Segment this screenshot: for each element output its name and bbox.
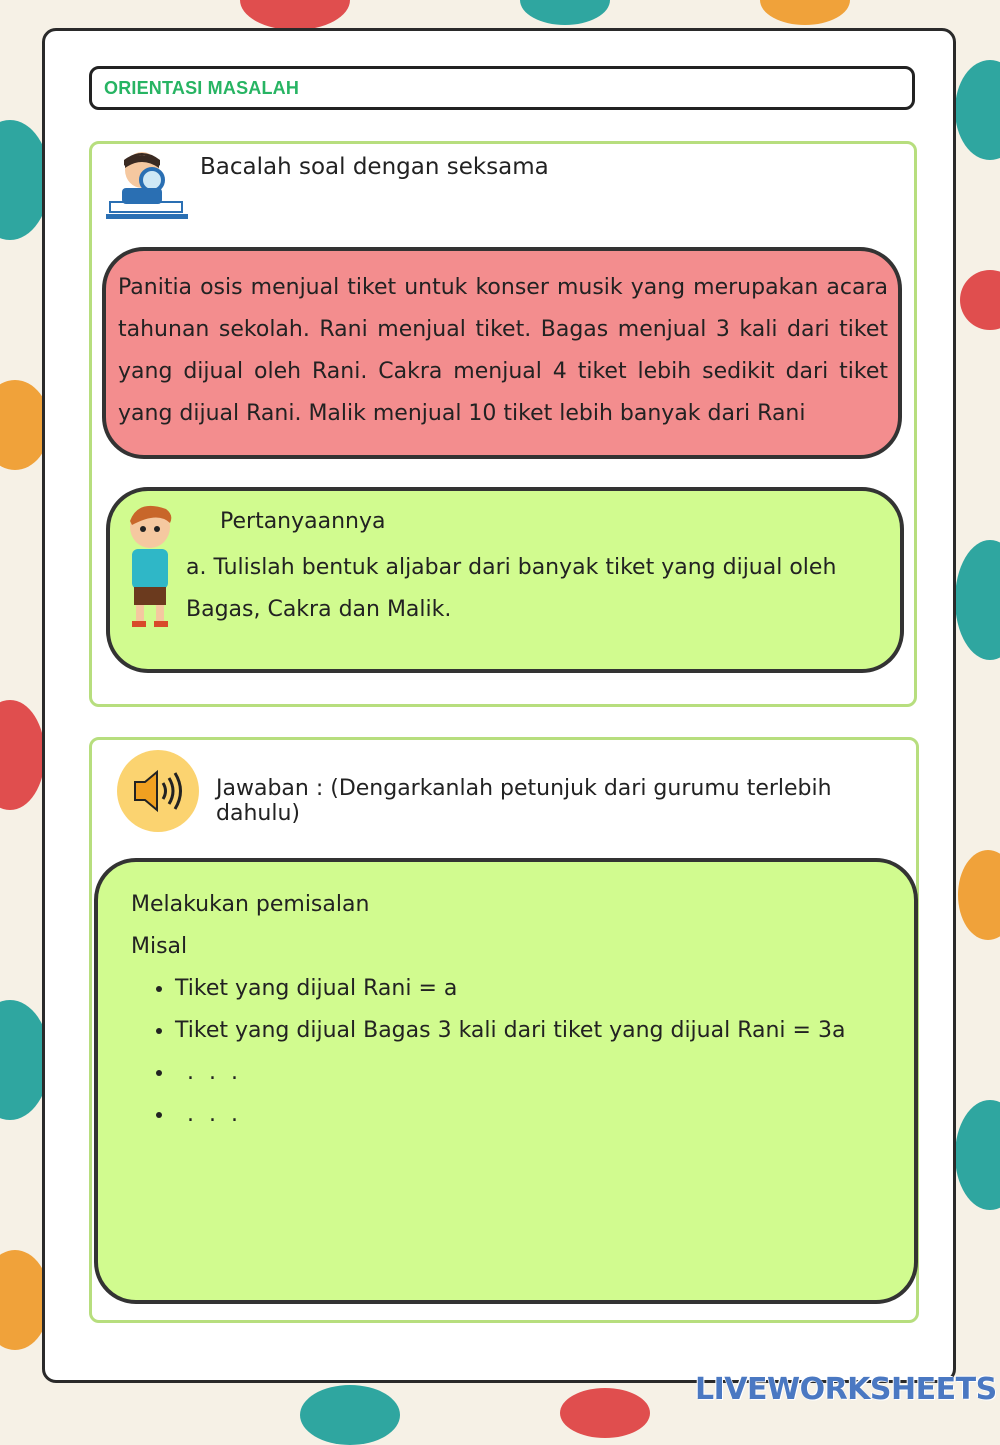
story-box	[102, 247, 902, 459]
speaker-icon	[131, 768, 187, 814]
header-bar	[89, 66, 915, 110]
answer-item: • Tiket yang dijual Bagas 3 kali dari tiket yang dijual Rani = 3a	[175, 1010, 914, 1052]
audio-play-button[interactable]	[117, 750, 199, 832]
reading-instruction: Bacalah soal dengan seksama	[200, 154, 549, 180]
answer-box[interactable]	[94, 858, 918, 1304]
liveworksheets-logo: LIVEWORKSHEETS	[695, 1372, 997, 1407]
reading-student-icon	[102, 148, 192, 226]
page-title: ORIENTASI MASALAH	[104, 77, 300, 98]
answer-item-blank[interactable]: • . . .	[175, 1052, 914, 1094]
answer-line-1: Melakukan pemisalan	[131, 892, 370, 917]
question-text: a. Tulislah bentuk aljabar dari banyak tiket yang dijual oleh Bagas, Cakra dan Malik.	[186, 555, 837, 622]
answer-instruction: Jawaban : (Dengarkanlah petunjuk dari gurumu terlebih dahulu)	[216, 776, 832, 826]
answer-list	[131, 968, 914, 1136]
answer-section	[89, 737, 919, 1323]
answer-item: • Tiket yang dijual Rani = a	[175, 968, 914, 1010]
answer-item-blank[interactable]: • . . .	[175, 1094, 914, 1136]
answer-line-2: Misal	[131, 934, 188, 959]
question-heading: Pertanyaannya	[220, 509, 386, 534]
story-text: Panitia osis menjual tiket untuk konser musik yang merupakan acara tahunan sekolah. Rani menjual tiket. Bagas menjual 3 kali dari tiket yang dijual oleh Rani. Cakra menjual 4 tiket lebih sedikit dari tiket yang dijual Rani. Malik menjual 10 tiket lebih banyak dari Rani	[118, 275, 888, 426]
thinking-student-icon	[118, 501, 182, 631]
worksheet-page	[42, 28, 956, 1383]
question-box	[106, 487, 904, 673]
problem-section	[89, 141, 917, 707]
